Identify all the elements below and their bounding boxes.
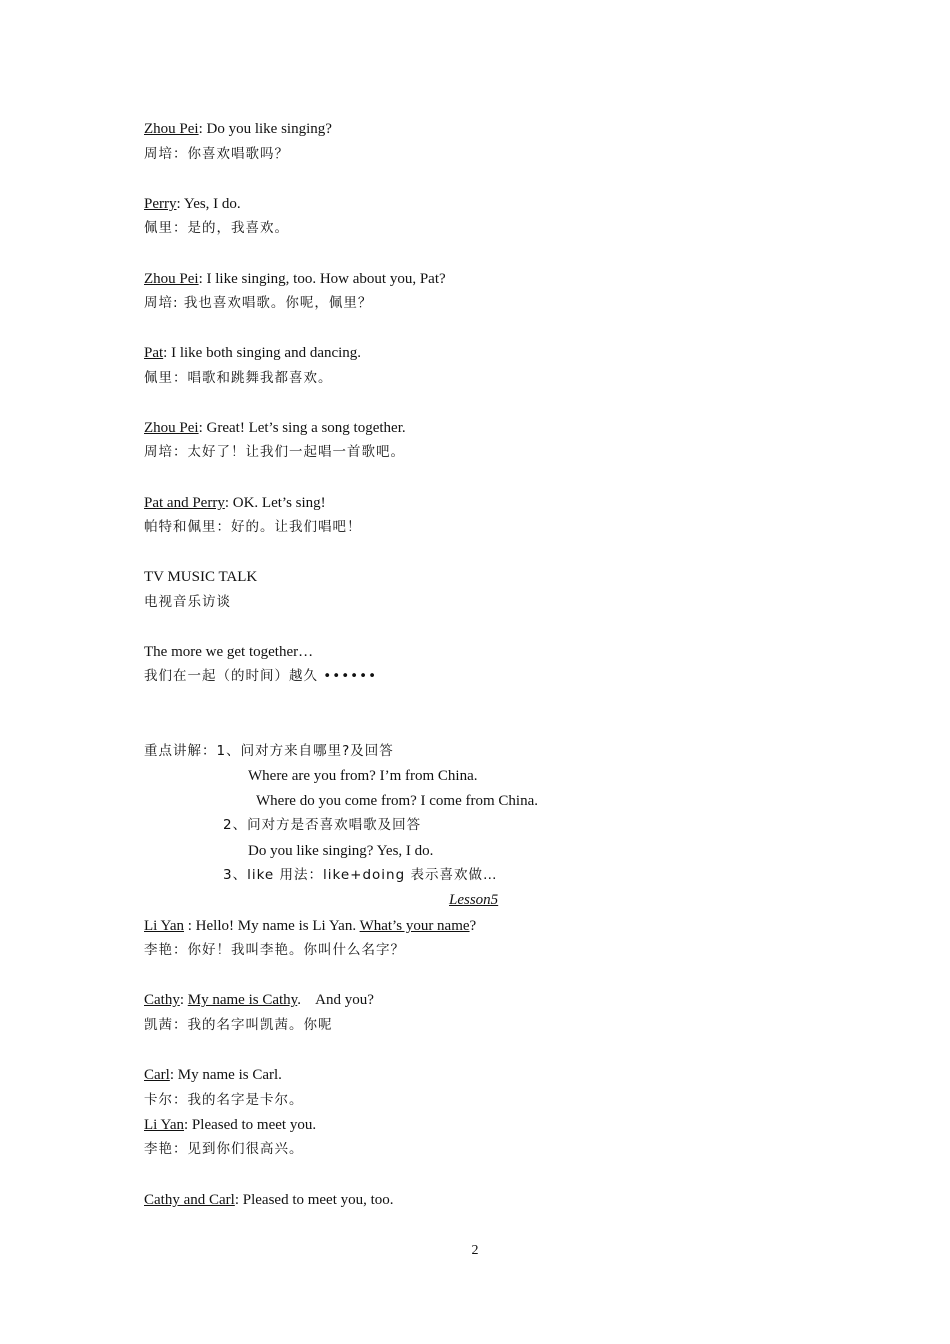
dialogue-text: : I like both singing and dancing. bbox=[163, 345, 362, 361]
dialogue-text: : Pleased to meet you. bbox=[184, 1117, 317, 1133]
speaker-name: Zhou Pei bbox=[144, 121, 199, 137]
translation-line: 佩里：是的，我喜欢。 bbox=[144, 220, 289, 236]
dialogue-text: : Great! Let’s sing a song together. bbox=[198, 420, 406, 436]
speaker-name: Cathy bbox=[144, 992, 180, 1008]
dialogue-text: : My name is Carl. bbox=[169, 1067, 282, 1083]
speaker-name: Perry bbox=[144, 196, 177, 212]
speaker-name: Li Yan bbox=[144, 918, 185, 934]
dialogue-line bbox=[144, 1116, 316, 1134]
section-heading: TV MUSIC TALK bbox=[144, 569, 258, 585]
translation-line: 凯茜：我的名字叫凯茜。你呢 bbox=[144, 1017, 333, 1033]
dialogue-highlight: My name is Cathy bbox=[187, 992, 298, 1008]
speaker-name: Zhou Pei bbox=[144, 271, 199, 287]
key-points-heading bbox=[144, 742, 394, 760]
translation-line: 李艳：见到你们很高兴。 bbox=[144, 1141, 304, 1157]
dialogue-line bbox=[144, 195, 241, 213]
translation-line: 帕特和佩里：好的。让我们唱吧！ bbox=[144, 519, 362, 535]
key-point-example: Where do you come from? I come from China. bbox=[256, 793, 538, 809]
key-point-example: Do you like singing? Yes, I do. bbox=[248, 843, 434, 859]
section-heading-translation: 电视音乐访谈 bbox=[144, 594, 231, 610]
dialogue-text: : Pleased to meet you, too. bbox=[234, 1192, 394, 1208]
dialogue-text: : Do you like singing? bbox=[198, 121, 332, 137]
translation-line: 周培: 我也喜欢唱歌。你呢，佩里？ bbox=[144, 295, 373, 311]
key-points-label: 重点讲解： bbox=[144, 743, 217, 759]
translation-line: 周培：太好了！让我们一起唱一首歌吧。 bbox=[144, 444, 405, 460]
speaker-name: Zhou Pei bbox=[144, 420, 199, 436]
key-point-2: 2、问对方是否喜欢唱歌及回答 bbox=[223, 817, 422, 833]
key-point-1: 1、问对方来自哪里?及回答 bbox=[216, 743, 394, 759]
dialogue-text: : OK. Let’s sing! bbox=[224, 495, 326, 511]
dialogue-line bbox=[144, 270, 446, 288]
dialogue-text: : I like singing, too. How about you, Pat? bbox=[198, 271, 446, 287]
translation-line: 佩里：唱歌和跳舞我都喜欢。 bbox=[144, 370, 333, 386]
dialogue-highlight: What’s your name bbox=[359, 918, 470, 934]
dialogue-text: : Yes, I do. bbox=[176, 196, 241, 212]
song-line-translation: 我们在一起（的时间）越久 •••••• bbox=[144, 668, 378, 684]
speaker-name: Li Yan bbox=[144, 1117, 185, 1133]
dialogue-line bbox=[144, 494, 326, 512]
speaker-name: Pat and Perry bbox=[144, 495, 225, 511]
dialogue-text: : bbox=[179, 992, 188, 1008]
speaker-name: Carl bbox=[144, 1067, 170, 1083]
dialogue-line bbox=[144, 1191, 394, 1209]
song-line: The more we get together… bbox=[144, 644, 314, 660]
page-number: 2 bbox=[471, 1243, 479, 1258]
translation-line: 周培：你喜欢唱歌吗？ bbox=[144, 146, 289, 162]
key-point-3: 3、like 用法：like+doing 表示喜欢做… bbox=[223, 867, 498, 883]
dialogue-line bbox=[144, 419, 406, 437]
translation-line: 卡尔：我的名字是卡尔。 bbox=[144, 1092, 304, 1108]
key-point-example: Where are you from? I’m from China. bbox=[248, 768, 478, 784]
dialogue-line bbox=[144, 917, 476, 935]
dialogue-text: ? bbox=[469, 918, 477, 934]
lesson-title: Lesson5 bbox=[449, 892, 499, 908]
speaker-name: Pat bbox=[144, 345, 164, 361]
dialogue-text: . And you? bbox=[297, 992, 374, 1008]
dialogue-line bbox=[144, 344, 361, 362]
dialogue-line bbox=[144, 991, 374, 1009]
dialogue-line bbox=[144, 120, 332, 138]
dialogue-text: : Hello! My name is Li Yan. bbox=[184, 918, 360, 934]
translation-line: 李艳：你好！我叫李艳。你叫什么名字？ bbox=[144, 942, 405, 958]
speaker-name: Cathy and Carl bbox=[144, 1192, 235, 1208]
dialogue-line bbox=[144, 1066, 282, 1084]
